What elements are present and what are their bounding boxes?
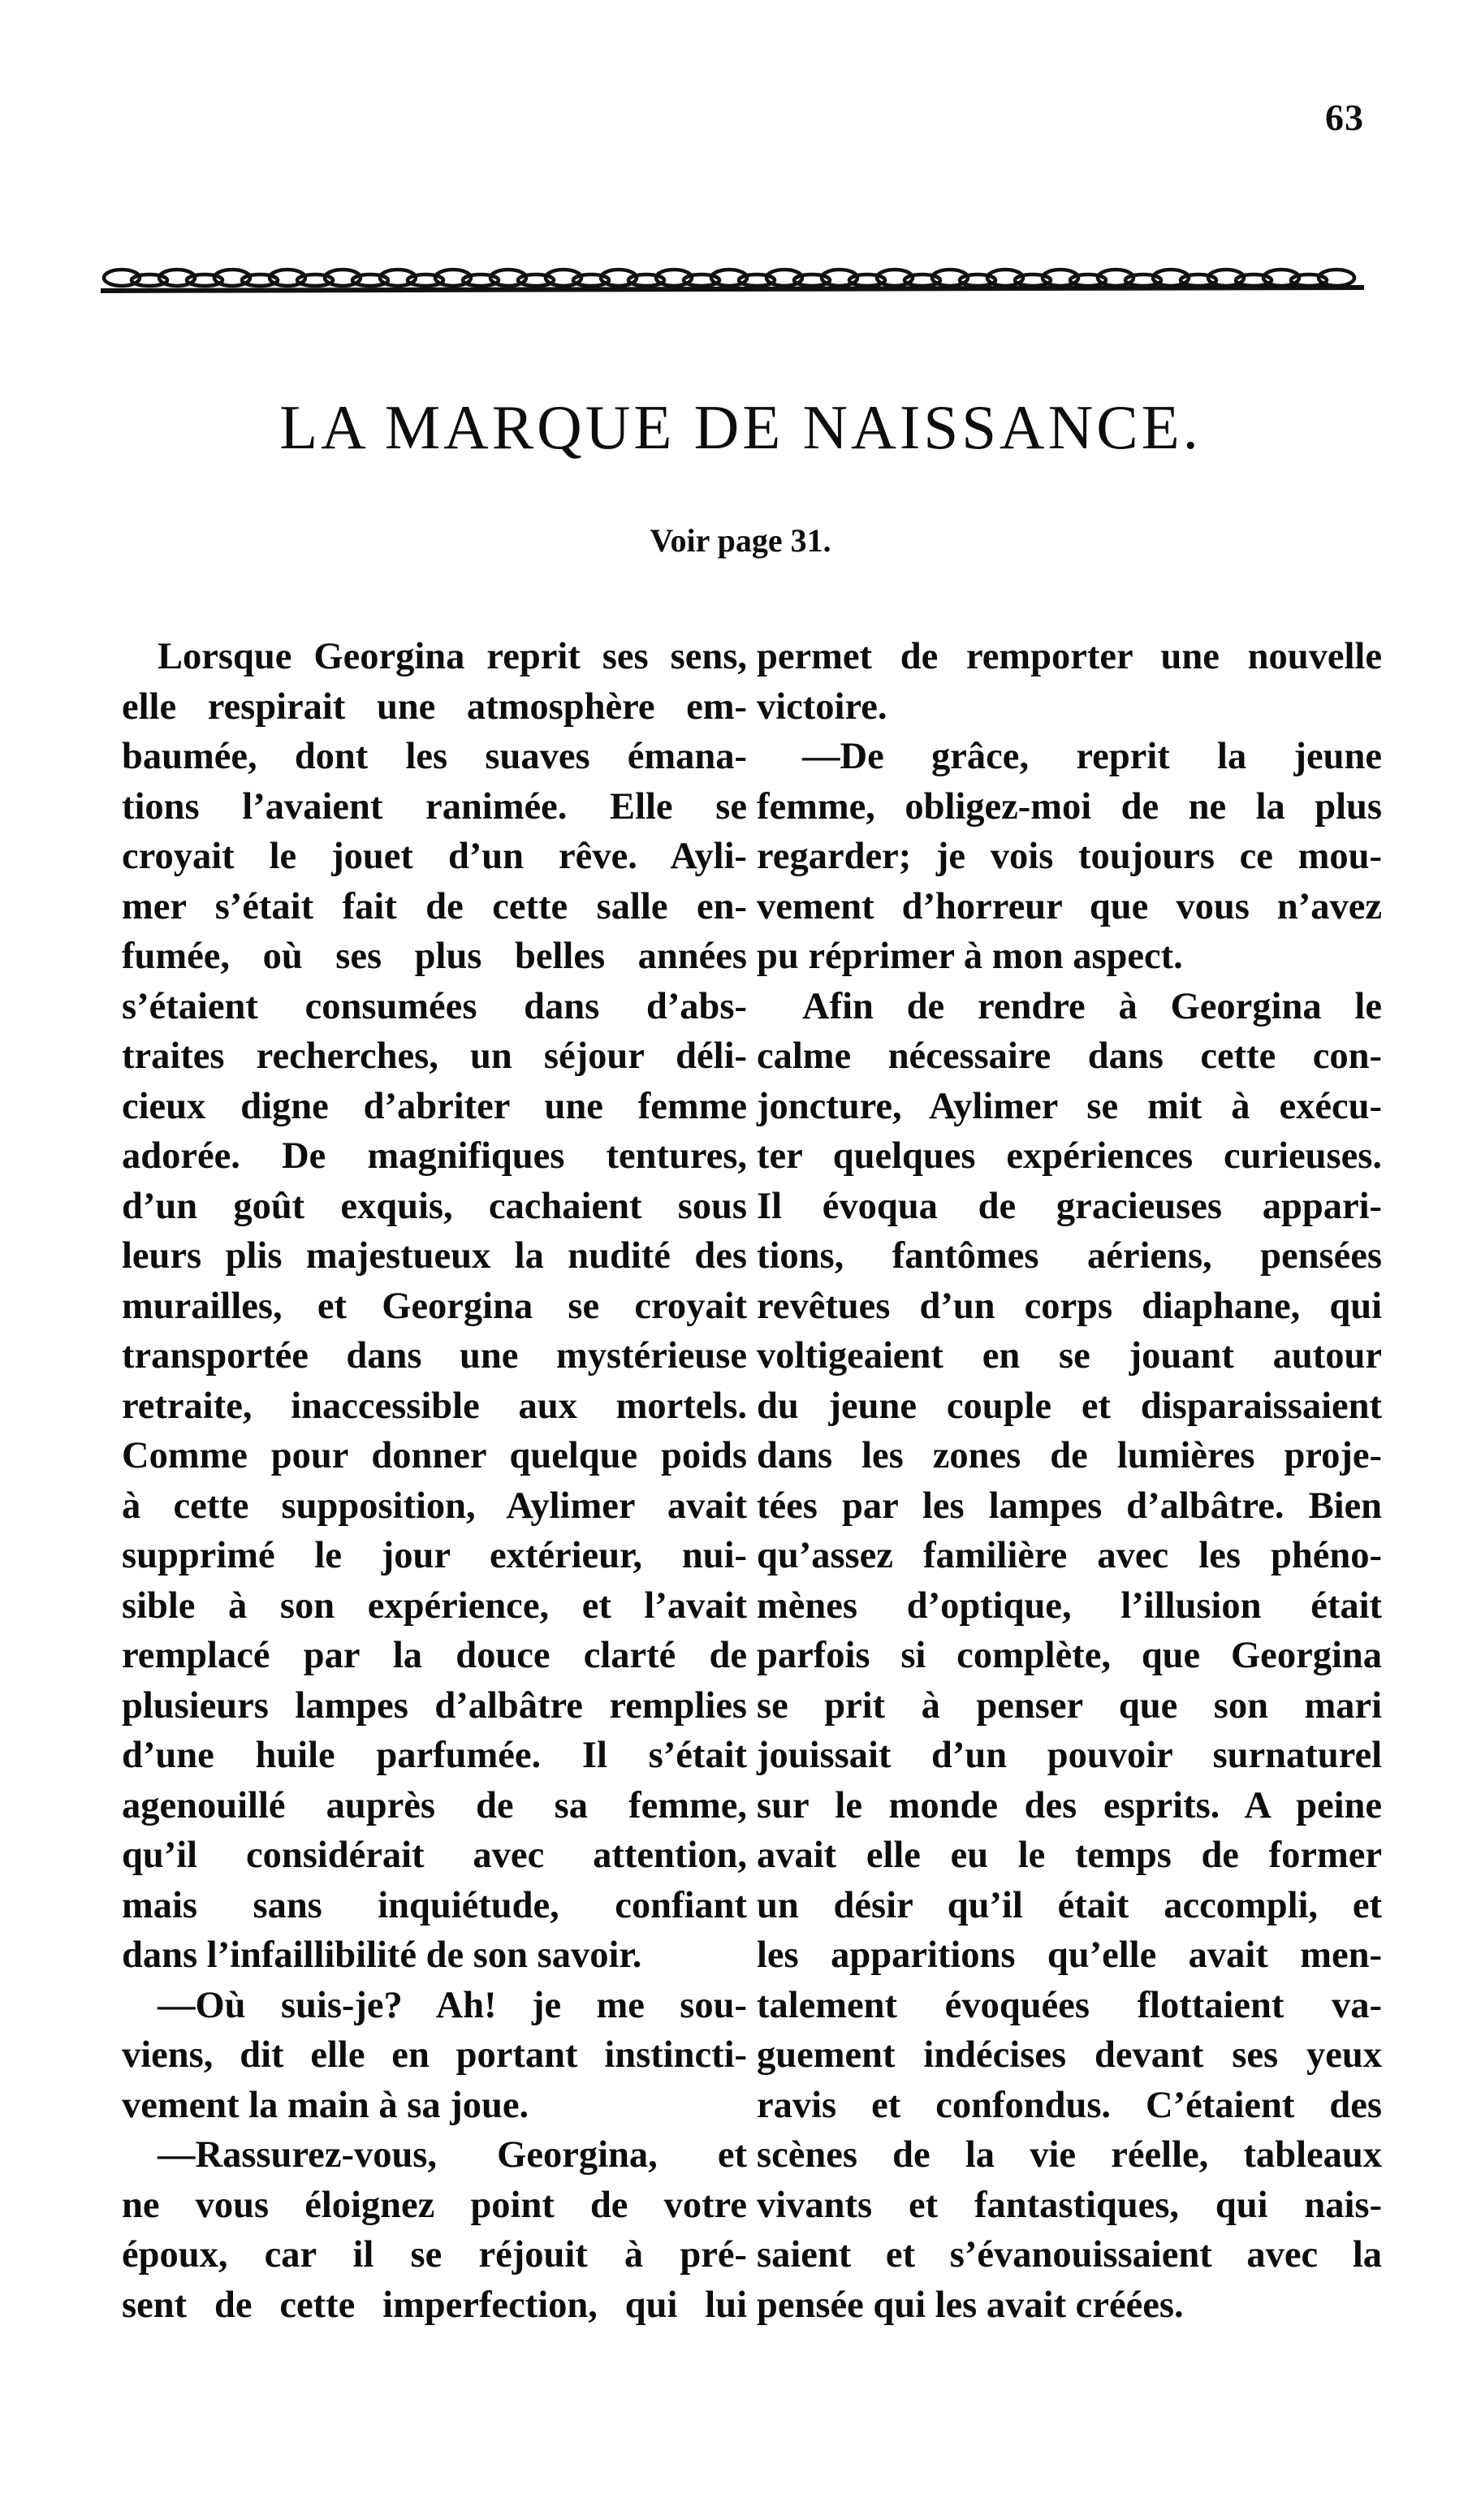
text-line: pensée qui les avait créées. [757, 2284, 1184, 2326]
text-line: adorée. De magnifiques tentures, [122, 1135, 747, 1177]
text-line: traites recherches, un séjour déli- [122, 1035, 747, 1077]
text-line: scènes de la vie réelle, tableaux [757, 2134, 1382, 2176]
text-line: parfois si complète, que Georgina [757, 1635, 1382, 1676]
text-line: s’étaient consumées dans d’abs- [122, 985, 747, 1027]
text-line: talement évoquées flottaient va- [757, 1984, 1382, 2026]
text-line: qu’il considérait avec attention, [122, 1835, 747, 1876]
text-line: calme nécessaire dans cette con- [757, 1035, 1382, 1077]
text-line: qu’assez familière avec les phéno- [757, 1535, 1382, 1576]
right-text-column [757, 632, 1382, 2330]
page-number: 63 [1325, 97, 1364, 138]
text-line: sur le monde des esprits. A peine [757, 1784, 1382, 1826]
text-line: Lorsque Georgina reprit ses sens, [158, 636, 747, 677]
text-line: —Où suis-je? Ah! je me sou- [158, 1984, 747, 2026]
text-line: tées par les lampes d’albâtre. Bien [757, 1485, 1382, 1527]
text-line: tions l’avaient ranimée. Elle se [122, 785, 747, 828]
text-line: avait elle eu le temps de former [757, 1835, 1382, 1876]
text-line: plusieurs lampes d’albâtre remplies [122, 1684, 747, 1727]
text-line: viens, dit elle en portant instincti- [122, 2034, 747, 2076]
text-line: murailles, et Georgina se croyait [122, 1285, 747, 1327]
text-line: un désir qu’il était accompli, et [757, 1884, 1382, 1926]
text-line: voltigeaient en se jouant autour [757, 1335, 1382, 1377]
text-line: supprimé le jour extérieur, nui- [122, 1535, 747, 1576]
text-line: vivants et fantastiques, qui nais- [757, 2184, 1382, 2226]
text-line: à cette supposition, Aylimer avait [122, 1485, 747, 1527]
text-line: permet de remporter une nouvelle [757, 636, 1382, 677]
text-line: tions, fantômes aériens, pensées [757, 1235, 1382, 1277]
text-line: agenouillé auprès de sa femme, [122, 1784, 747, 1826]
text-line: jouissait d’un pouvoir surnaturel [757, 1735, 1382, 1776]
text-line: Comme pour donner quelque poids [122, 1435, 747, 1476]
left-text-column [122, 632, 747, 2330]
text-line: ter quelques expériences curieuses. [757, 1135, 1382, 1177]
text-line: guement indécises devant ses yeux [757, 2034, 1382, 2076]
text-line: transportée dans une mystérieuse [122, 1335, 747, 1377]
text-line: Afin de rendre à Georgina le [802, 985, 1382, 1027]
text-line: Il évoqua de gracieuses appari- [757, 1185, 1382, 1227]
text-line: vement d’horreur que vous n’avez [757, 885, 1382, 927]
text-line: cieux digne d’abriter une femme [122, 1085, 747, 1127]
text-line: fumée, où ses plus belles années [122, 936, 747, 977]
text-line: croyait le jouet d’un rêve. Ayli- [122, 836, 747, 877]
text-line: pu réprimer à mon aspect. [757, 936, 1183, 977]
text-line: vement la main à sa joue. [122, 2084, 529, 2126]
text-line: victoire. [757, 685, 887, 728]
text-line: d’un goût exquis, cachaient sous [122, 1185, 747, 1227]
text-line: mer s’était fait de cette salle en- [122, 885, 747, 927]
text-line: les apparitions qu’elle avait men- [757, 1934, 1382, 1976]
text-line: ravis et confondus. C’étaient des [757, 2084, 1382, 2126]
text-line: d’une huile parfumée. Il s’était [122, 1735, 747, 1776]
text-line: saient et s’évanouissaient avec la [757, 2234, 1382, 2276]
chapter-title: LA MARQUE DE NAISSANCE. [279, 392, 1202, 462]
text-line: remplacé par la douce clarté de [122, 1635, 747, 1676]
text-line: femme, obligez-moi de ne la plus [757, 785, 1382, 828]
decorative-chain-rule [101, 258, 1364, 304]
text-line: dans l’infaillibilité de son savoir. [122, 1934, 642, 1976]
text-line: époux, car il se réjouit à pré- [122, 2234, 747, 2276]
text-line: elle respirait une atmosphère em- [122, 685, 747, 728]
text-line: —Rassurez-vous, Georgina, et [158, 2134, 747, 2176]
text-line: —De grâce, reprit la jeune [802, 736, 1382, 777]
text-line: dans les zones de lumières proje- [757, 1435, 1382, 1476]
page-reference: Voir page 31. [650, 522, 831, 559]
text-line: sent de cette imperfection, qui lui [122, 2284, 747, 2326]
text-line: leurs plis majestueux la nudité des [122, 1235, 747, 1277]
text-line: ne vous éloignez point de votre [122, 2184, 747, 2226]
text-line: mais sans inquiétude, confiant [122, 1884, 747, 1926]
text-line: regarder; je vois toujours ce mou- [757, 836, 1382, 877]
text-line: mènes d’optique, l’illusion était [757, 1584, 1382, 1627]
text-line: baumée, dont les suaves émana- [122, 736, 747, 777]
text-line: du jeune couple et disparaissaient [757, 1385, 1382, 1427]
text-line: se prit à penser que son mari [757, 1684, 1382, 1727]
text-line: revêtues d’un corps diaphane, qui [757, 1285, 1382, 1327]
text-line: joncture, Aylimer se mit à exécu- [757, 1085, 1382, 1127]
text-line: sible à son expérience, et l’avait [122, 1584, 747, 1627]
text-line: retraite, inaccessible aux mortels. [122, 1385, 747, 1427]
